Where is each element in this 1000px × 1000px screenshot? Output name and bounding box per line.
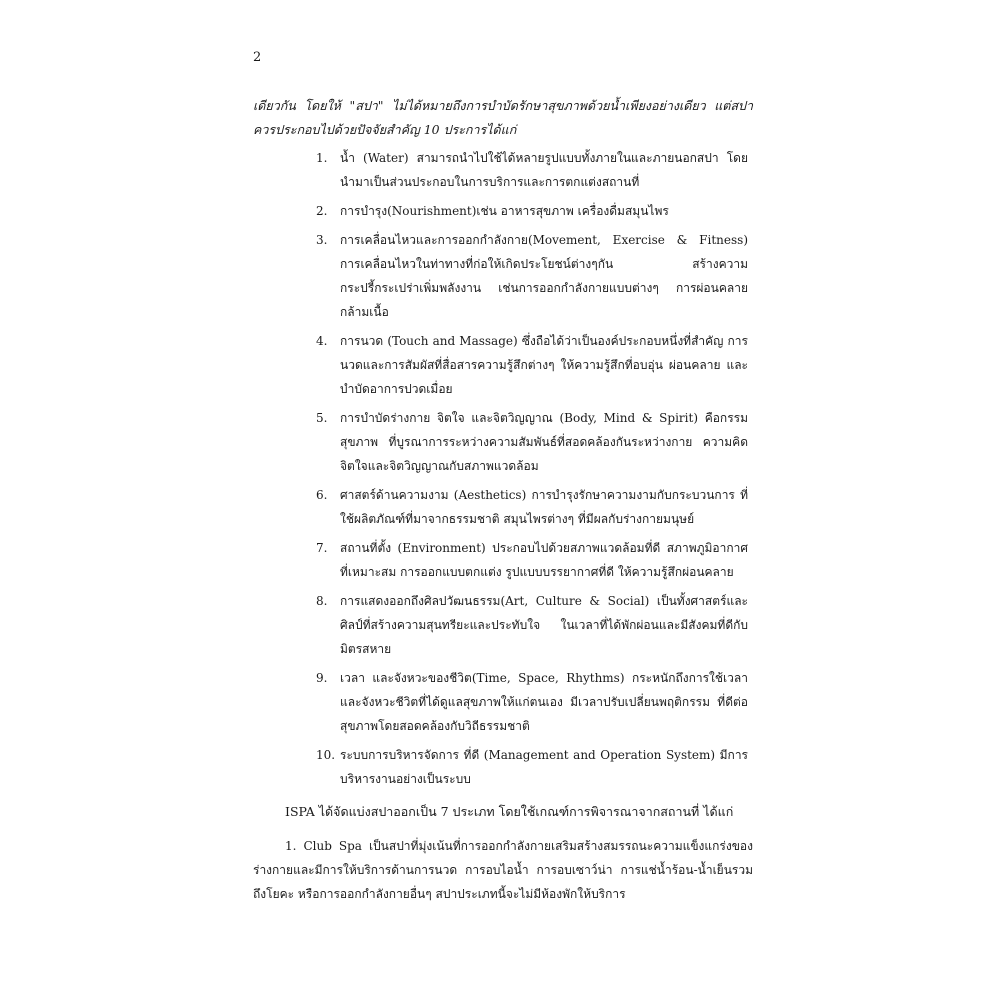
section-heading: ISPA ได้จัดแบ่งสปาออกเป็น 7 ประเภท โดยใช้เกณฑ์การพิจารณาจากสถานที่ ได้แก่: [285, 804, 734, 819]
list-item-text: ระบบการบริหารจัดการ ที่ดี (Management and Operation System) มีการบริหารงานอย่างเป็นระบบ: [340, 748, 748, 786]
list-item-text: การบำรุง(Nourishment)เช่น อาหารสุขภาพ เครื่องดื่มสมุนไพร: [340, 204, 669, 218]
list-item-text: น้ำ (Water) สามารถนำไปใช้ได้หลายรูปแบบทั้งภายในและภายนอกสปา โดยนำมาเป็นส่วนประกอบในการบริการและการตกแต่งสถานที่: [340, 151, 748, 189]
list-item: [316, 199, 748, 223]
list-item-number: 2.: [316, 204, 328, 218]
list-item-number: 4.: [316, 334, 328, 348]
list-item: [316, 536, 748, 584]
list-item-number: 8.: [316, 594, 328, 608]
list-item: [316, 406, 748, 478]
list-item-number: 5.: [316, 411, 328, 425]
list-item-number: 3.: [316, 233, 328, 247]
list-item: [316, 483, 748, 531]
list-item-number: 6.: [316, 488, 328, 502]
list-item: [316, 329, 748, 401]
list-item-text: การเคลื่อนไหวและการออกกำลังกาย(Movement, Exercise & Fitness) การเคลื่อนไหวในท่าทางที่ก่อให้เกิดประโยชน์ต่างๆกัน สร้างความกระปรี้กระเปร่าเพิ่มพลังงาน เช่นการออกกำลังกายแบบต่างๆ การผ่อนคลายกล้ามเนื้อ: [340, 233, 748, 319]
list-item-text: เวลา และจังหวะของชีวิต(Time, Space, Rhythms) กระหนักถึงการใช้เวลา และจังหวะชีวิตที่ได้ดูแลสุขภาพให้แก่ตนเอง มีเวลาปรับเปลี่ยนพฤติกรรม ที่ดีต่อสุขภาพโดยสอดคล้องกับวิถีธรรมชาติ: [340, 671, 748, 733]
spa-type-paragraph: 1. Club Spa เป็นสปาที่มุ่งเน้นที่การออกกำลังกายเสริมสร้างสมรรถนะความแข็งแกร่งของร่างกายและมีการให้บริการด้านการนวด การอบไอน้ำ การอบเซาว์น่า การแช่น้ำร้อน-น้ำเย็นรวมถึงโยคะ หรือการออกกำลังกายอื่นๆ สปาประเภทนี้จะไม่มีห้องพักให้บริการ: [253, 839, 753, 901]
list-item: [316, 666, 748, 738]
list-item: [316, 589, 748, 661]
list-item-number: 9.: [316, 671, 328, 685]
list-item: [316, 743, 748, 791]
list-item-text: ศาสตร์ด้านความงาม (Aesthetics) การบำรุงรักษาความงามกับกระบวนการ ที่ใช้ผลิตภัณฑ์ที่มาจากธรรมชาติ สมุนไพรต่างๆ ที่มีผลกับร่างกายมนุษย์: [340, 488, 748, 526]
spa-factors-list: [316, 146, 748, 796]
list-item-number: 1.: [316, 151, 328, 165]
list-item-text: การนวด (Touch and Massage) ซึ่งถือได้ว่าเป็นองค์ประกอบหนึ่งที่สำคัญ การนวดและการสัมผัสที่สื่อสารความรู้สึกต่างๆ ให้ความรู้สึกที่อบอุ่น ผ่อนคลาย และบำบัดอาการปวดเมื่อย: [340, 334, 748, 396]
list-item: [316, 228, 748, 324]
list-item-text: การบำบัดร่างกาย จิตใจ และจิตวิญญาณ (Body, Mind & Spirit) คือกรรมสุขภาพ ที่บูรณาการระหว่างความสัมพันธ์ที่สอดคล้องกันระหว่างกาย ความคิด จิตใจและจิตวิญญาณกับสภาพแวดล้อม: [340, 411, 748, 473]
list-item-number: 7.: [316, 541, 328, 555]
list-item-number: 10.: [316, 748, 336, 762]
intro-paragraph: เดียวกัน โดยให้ "สปา" ไม่ได้หมายถึงการบำบัดรักษาสุขภาพด้วยน้ำเพียงอย่างเดียว แต่สปาควรประกอบไปด้วยปัจจัยสำคัญ 10 ประการได้แก่: [253, 98, 753, 137]
page-number: 2: [253, 50, 262, 65]
list-item-text: การแสดงออกถึงศิลปวัฒนธรรม(Art, Culture & Social) เป็นทั้งศาสตร์และศิลป์ที่สร้างความสุนทรียะและประทับใจ ในเวลาที่ได้พักผ่อนและมีสังคมที่ดีกับมิตรสหาย: [340, 594, 748, 656]
list-item-text: สถานที่ตั้ง (Environment) ประกอบไปด้วยสภาพแวดล้อมที่ดี สภาพภูมิอากาศที่เหมาะสม การออกแบบตกแต่ง รูปแบบบรรยากาศที่ดี ให้ความรู้สึกผ่อนคลาย: [340, 541, 748, 579]
list-item: [316, 146, 748, 194]
